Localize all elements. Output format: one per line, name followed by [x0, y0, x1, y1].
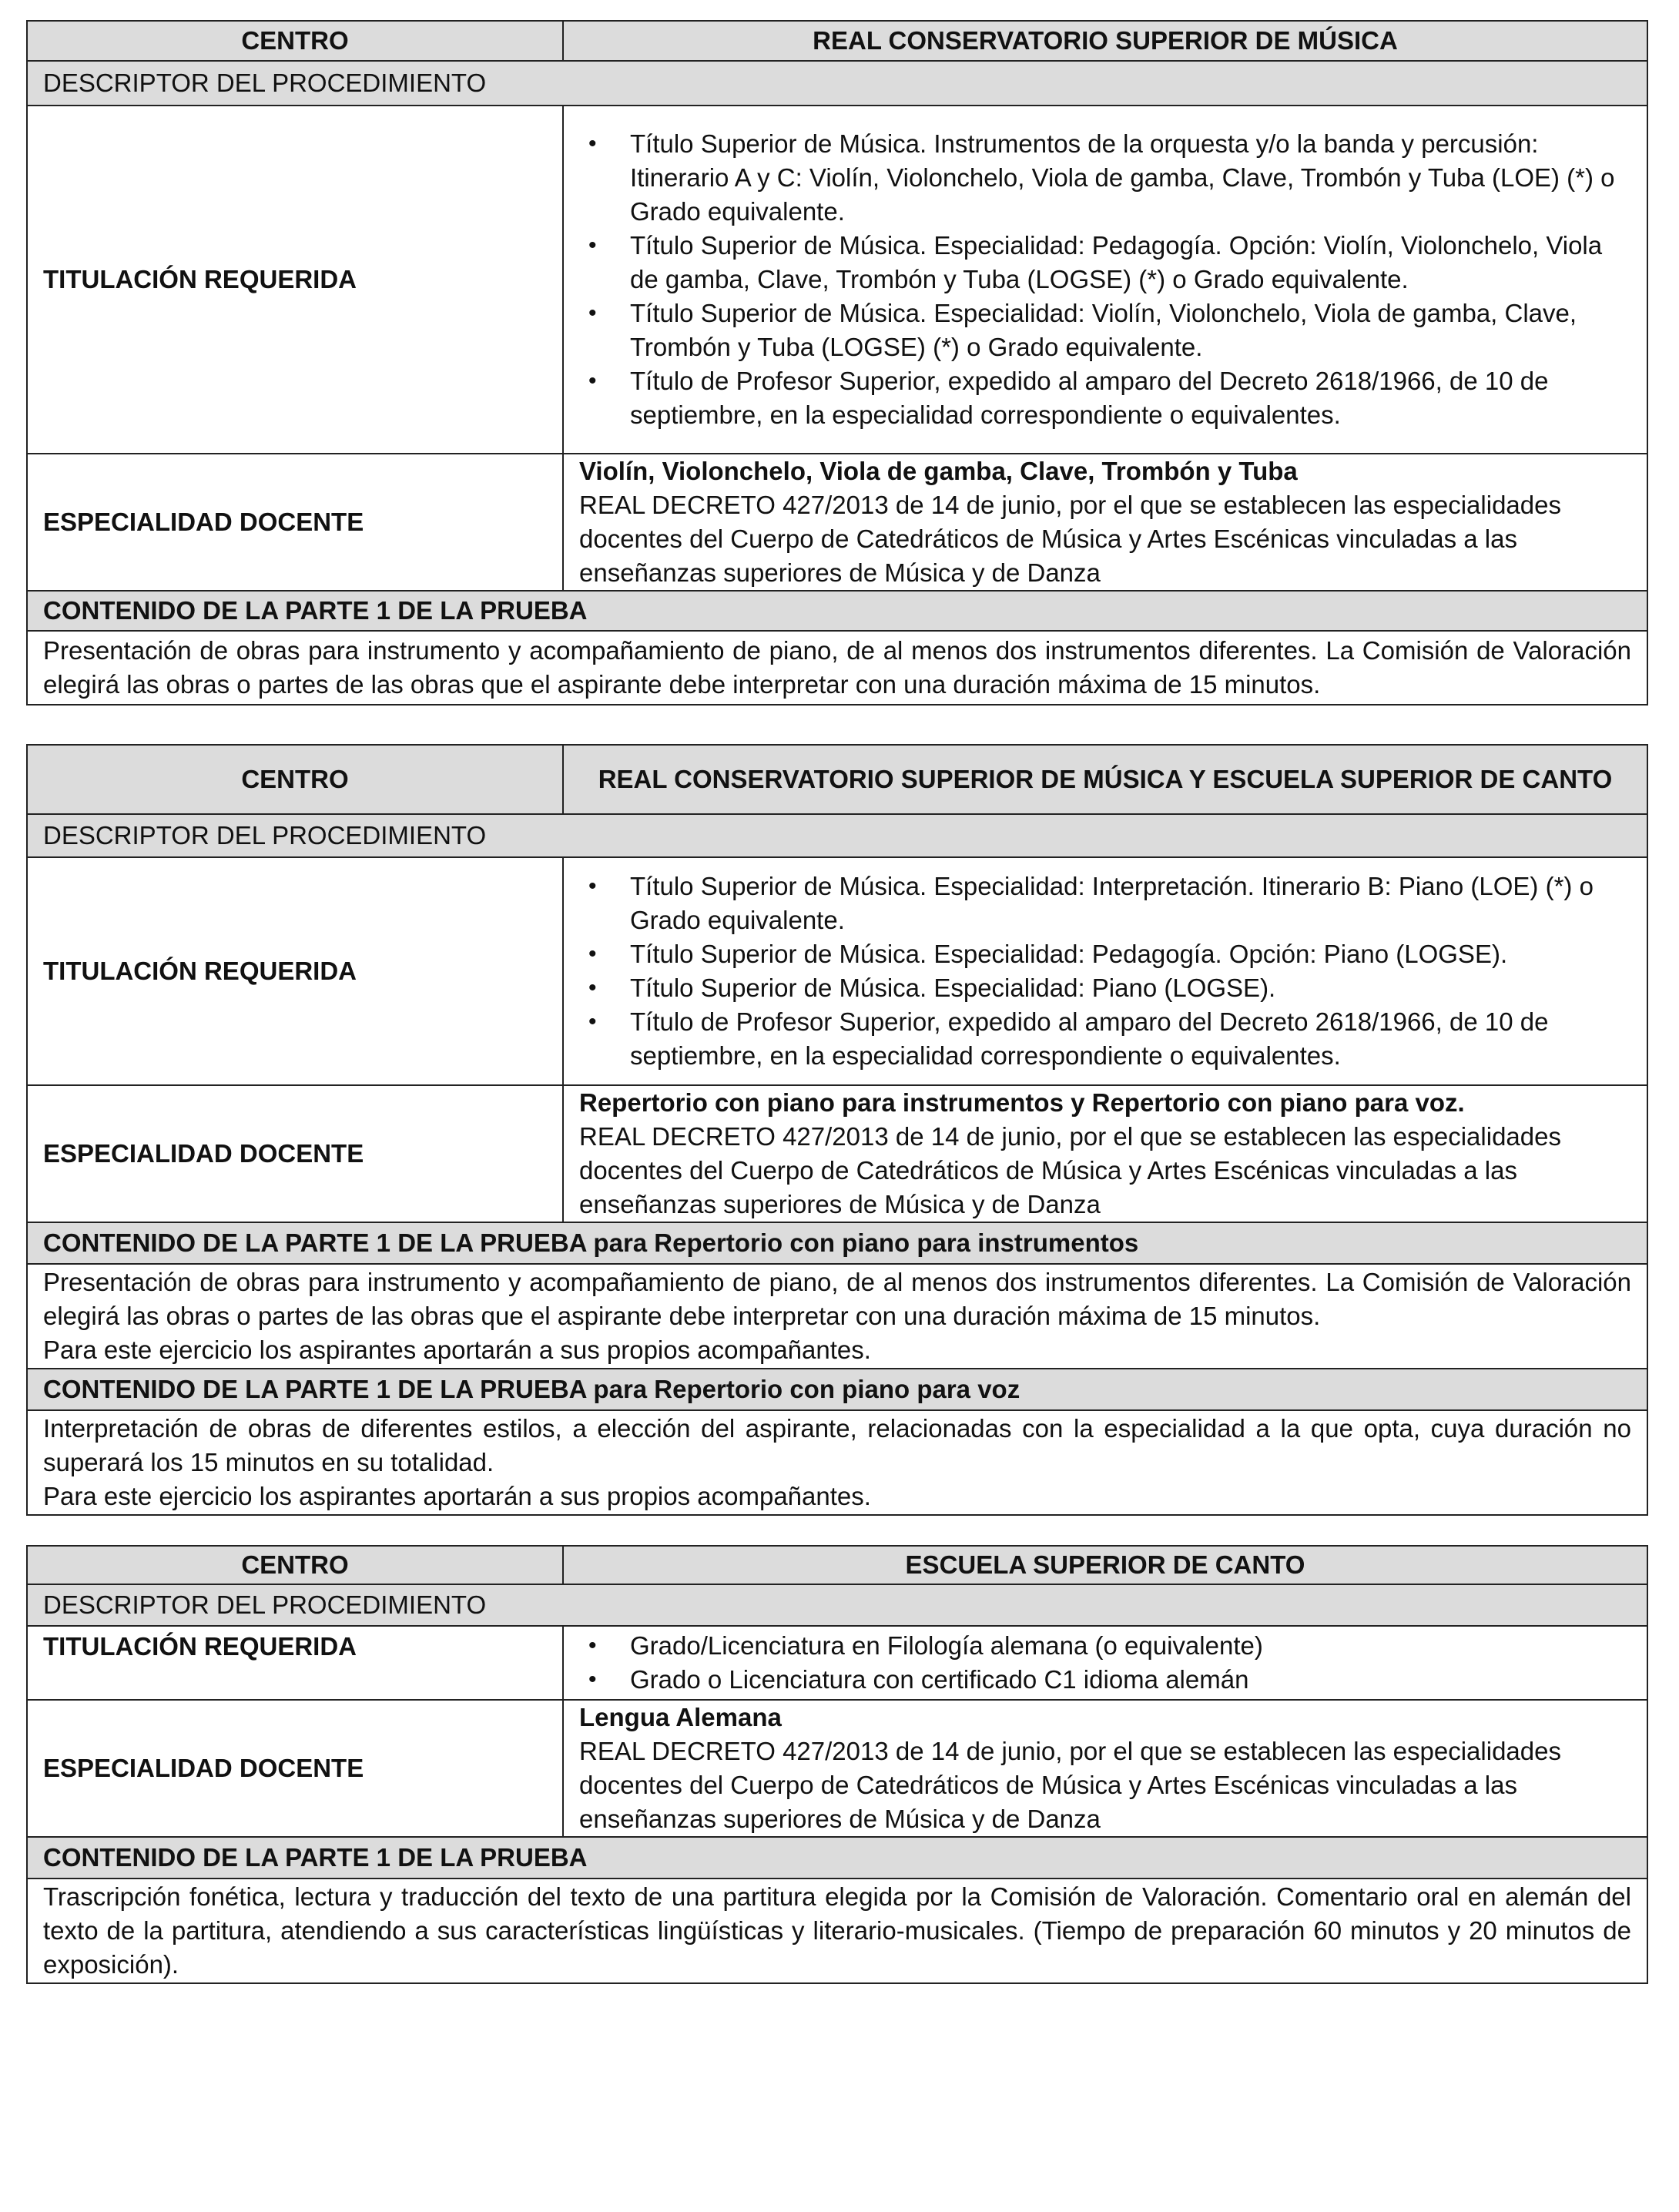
especialidad-text: REAL DECRETO 427/2013 de 14 de junio, por el que se establecen las especialidades docentes del Cuerpo de Catedráticos de Música y Artes Escénicas vinculadas a las enseñanzas superiores de Música y de Danza	[579, 1122, 1561, 1218]
list-item: • Grado o Licenciatura con certificado C1 idioma alemán	[579, 1663, 1631, 1697]
especialidad-title: Lengua Alemana	[579, 1703, 782, 1731]
especialidad-cell	[563, 454, 1647, 591]
especialidad-label: ESPECIALIDAD DOCENTE	[27, 454, 563, 591]
list-item: • Título de Profesor Superior, expedido al amparo del Decreto 2618/1966, de 10 de septiembre, en la especialidad correspondiente o equivalentes.	[579, 1005, 1631, 1073]
especialidad-text: REAL DECRETO 427/2013 de 14 de junio, por el que se establecen las especialidades docentes del Cuerpo de Catedráticos de Música y Artes Escénicas vinculadas a las enseñanzas superiores de Música y de Danza	[579, 491, 1561, 587]
especialidad-label: ESPECIALIDAD DOCENTE	[27, 1700, 563, 1837]
list-item: • Título Superior de Música. Especialidad: Pedagogía. Opción: Piano (LOGSE).	[579, 937, 1631, 971]
contenido-voz-cell	[27, 1410, 1647, 1515]
procedure-table-3	[26, 1545, 1648, 1984]
list-item: • Grado/Licenciatura en Filología alemana (o equivalente)	[579, 1629, 1631, 1663]
contenido-instrumentos-heading: CONTENIDO DE LA PARTE 1 DE LA PRUEBA para Repertorio con piano para instrumentos	[27, 1222, 1647, 1264]
contenido-text: Presentación de obras para instrumento y acompañamiento de piano, de al menos dos instrumentos diferentes. La Comisión de Valoración elegirá las obras o partes de las obras que el aspirante debe interpretar con una duración máxima de 15 minutos.	[27, 631, 1647, 705]
descriptor-heading: DESCRIPTOR DEL PROCEDIMIENTO	[27, 61, 1647, 106]
especialidad-cell	[563, 1700, 1647, 1837]
centro-label: CENTRO	[27, 21, 563, 61]
procedure-table-1	[26, 20, 1648, 705]
especialidad-title: Violín, Violonchelo, Viola de gamba, Clave, Trombón y Tuba	[579, 457, 1298, 485]
descriptor-heading: DESCRIPTOR DEL PROCEDIMIENTO	[27, 814, 1647, 857]
contenido-instrumentos-note: Para este ejercicio los aspirantes aportarán a sus propios acompañantes.	[43, 1336, 871, 1364]
procedure-table-2	[26, 744, 1648, 1516]
contenido-voz-text: Interpretación de obras de diferentes estilos, a elección del aspirante, relacionadas con la especialidad a la que opta, cuya duración no superará los 15 minutos en su totalidad.	[43, 1414, 1631, 1476]
list-item: • Título Superior de Música. Especialidad: Violín, Violonchelo, Viola de gamba, Clave, Trombón y Tuba (LOGSE) (*) o Grado equivalente.	[579, 297, 1631, 364]
especialidad-title: Repertorio con piano para instrumentos y Repertorio con piano para voz.	[579, 1088, 1465, 1117]
titulacion-label: TITULACIÓN REQUERIDA	[27, 857, 563, 1085]
contenido-instrumentos-cell	[27, 1264, 1647, 1369]
centro-label: CENTRO	[27, 745, 563, 814]
titulacion-list	[579, 1629, 1631, 1697]
centro-label: CENTRO	[27, 1546, 563, 1584]
especialidad-text: REAL DECRETO 427/2013 de 14 de junio, por el que se establecen las especialidades docentes del Cuerpo de Catedráticos de Música y Artes Escénicas vinculadas a las enseñanzas superiores de Música y de Danza	[579, 1737, 1561, 1833]
titulacion-cell	[563, 857, 1647, 1085]
contenido-voz-note: Para este ejercicio los aspirantes aportarán a sus propios acompañantes.	[43, 1482, 871, 1510]
titulacion-list	[579, 127, 1631, 432]
list-item: • Título Superior de Música. Especialidad: Piano (LOGSE).	[579, 971, 1631, 1005]
contenido-instrumentos-text: Presentación de obras para instrumento y acompañamiento de piano, de al menos dos instrumentos diferentes. La Comisión de Valoración elegirá las obras o partes de las obras que el aspirante debe interpretar con una duración máxima de 15 minutos.	[43, 1268, 1631, 1330]
titulacion-list	[579, 870, 1631, 1073]
titulacion-label: TITULACIÓN REQUERIDA	[27, 106, 563, 454]
list-item: • Título Superior de Música. Especialidad: Interpretación. Itinerario B: Piano (LOE) (*) o Grado equivalente.	[579, 870, 1631, 937]
especialidad-label: ESPECIALIDAD DOCENTE	[27, 1085, 563, 1222]
list-item: • Título de Profesor Superior, expedido al amparo del Decreto 2618/1966, de 10 de septiembre, en la especialidad correspondiente o equivalentes.	[579, 364, 1631, 432]
contenido-heading: CONTENIDO DE LA PARTE 1 DE LA PRUEBA	[27, 591, 1647, 631]
titulacion-cell	[563, 106, 1647, 454]
contenido-text: Trascripción fonética, lectura y traducción del texto de una partitura elegida por la Comisión de Valoración. Comentario oral en alemán del texto de la partitura, atendiendo a sus características lingüísticas y literario-musicales. (Tiempo de preparación 60 minutos y 20 minutos de exposición).	[27, 1879, 1647, 1983]
centro-value: REAL CONSERVATORIO SUPERIOR DE MÚSICA Y ESCUELA SUPERIOR DE CANTO	[563, 745, 1647, 814]
contenido-voz-heading: CONTENIDO DE LA PARTE 1 DE LA PRUEBA para Repertorio con piano para voz	[27, 1369, 1647, 1410]
list-item: • Título Superior de Música. Instrumentos de la orquesta y/o la banda y percusión: Itinerario A y C: Violín, Violonchelo, Viola de gamba, Clave, Trombón y Tuba (LOE) (*) o Grado equivalente.	[579, 127, 1631, 229]
especialidad-cell	[563, 1085, 1647, 1222]
centro-value: REAL CONSERVATORIO SUPERIOR DE MÚSICA	[563, 21, 1647, 61]
list-item: • Título Superior de Música. Especialidad: Pedagogía. Opción: Violín, Violonchelo, Viola de gamba, Clave, Trombón y Tuba (LOGSE) (*) o Grado equivalente.	[579, 229, 1631, 297]
descriptor-heading: DESCRIPTOR DEL PROCEDIMIENTO	[27, 1584, 1647, 1626]
titulacion-cell	[563, 1626, 1647, 1700]
centro-value: ESCUELA SUPERIOR DE CANTO	[563, 1546, 1647, 1584]
contenido-heading: CONTENIDO DE LA PARTE 1 DE LA PRUEBA	[27, 1837, 1647, 1879]
titulacion-label: TITULACIÓN REQUERIDA	[27, 1626, 563, 1700]
